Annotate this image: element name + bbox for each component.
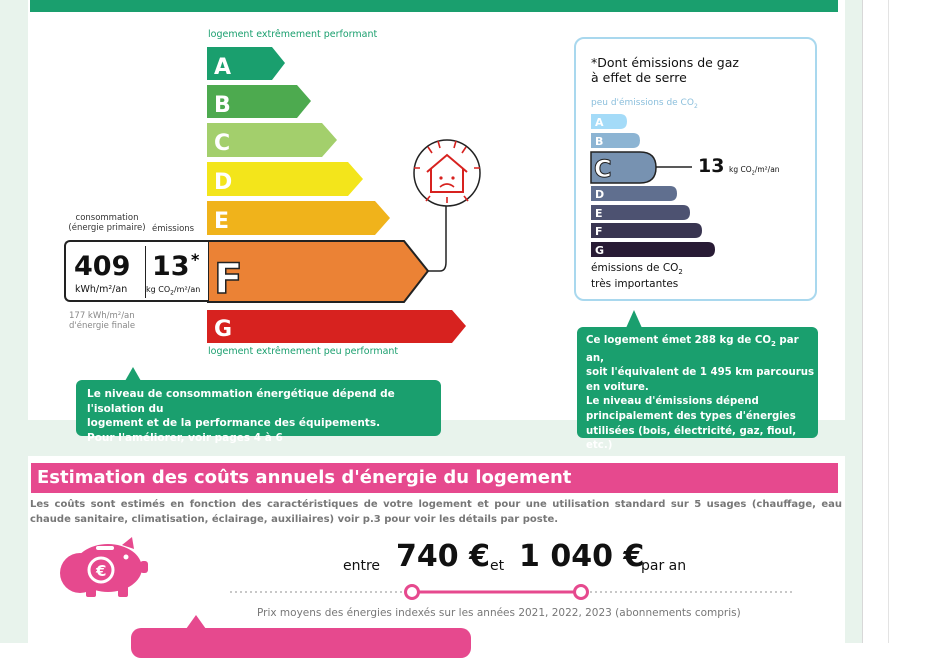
range-low-marker [406, 586, 419, 599]
ges-unit: kg $CO_2/m^2/an$ [729, 165, 780, 177]
dpe-letter-c: C [214, 131, 231, 156]
consumption-value: 409 [74, 251, 131, 282]
ges-letter-c: C [594, 155, 612, 183]
viewer-right-margin [862, 0, 939, 643]
ges-note: *Dont émissions de gaz à effet de serre [591, 55, 739, 85]
consumption-unit: kWh/m²/an [75, 284, 128, 295]
cost-range-scale [0, 580, 862, 604]
ges-bottom-label: émissions de $CO_2$ très importantes [591, 262, 683, 291]
dpe-letter-e: E [214, 209, 230, 234]
emissions-unit: kg $CO_2/m^2/an$ [146, 285, 201, 297]
cost-and-label: et [490, 558, 505, 574]
section-title-costs: Estimation des coûts annuels d'énergie du logement [31, 463, 838, 493]
cost-between-label: entre [343, 558, 381, 574]
consumption-label: consommation (énergie primaire) [68, 213, 146, 233]
costs-callout-box [131, 628, 471, 658]
dpe-letter-a: A [214, 55, 232, 80]
cost-per-year-label: par an [641, 558, 687, 574]
ges-letter-f: F [595, 225, 603, 238]
dpe-bottom-label: logement extrêmement peu performant [208, 346, 399, 357]
viewer-divider [888, 0, 889, 643]
ges-letter-g: G [595, 244, 605, 257]
callout-energy-info: Le niveau de consommation énergétique dépend de l'isolation du logement et de la performance des équipements. Pour l'améliorer, voir pages 4 à 6 [76, 380, 441, 436]
ges-letter-a: A [595, 116, 604, 129]
svg-text:€: € [96, 562, 107, 580]
emissions-value: 13 [152, 251, 190, 282]
emissions-star: * [191, 250, 200, 269]
dpe-top-label: logement extrêmement performant [208, 29, 378, 40]
prices-note: Prix moyens des énergies indexés sur les années 2021, 2022, 2023 (abonnements compris) [257, 607, 741, 619]
cost-low-value: 740 € [396, 539, 490, 574]
ges-value: 13 [698, 155, 725, 177]
callout-emissions-info: Ce logement émet 288 kg de $CO_2$ par an, soit l'équivalent de 1 495 km parcourus en voiture. Le niveau d'émissions dépend principalement des types d'énergies utilisées (bois, électricité, gaz, fioul, etc.) [577, 327, 818, 438]
ges-letter-d: D [595, 188, 605, 201]
emissions-label: émissions [152, 224, 195, 234]
costs-callout-pointer [0, 612, 300, 632]
ges-letter-e: E [595, 207, 603, 220]
cost-high-value: 1 040 € [519, 539, 645, 574]
dpe-letter-d: D [214, 170, 233, 195]
dpe-letter-f: F [214, 254, 243, 303]
dpe-letter-g: G [214, 317, 233, 342]
dpe-letter-b: B [214, 93, 231, 118]
costs-description: Les coûts sont estimés en fonction des caractéristiques de votre logement et pour une utilisation standard sur 5 usages (chauffage, eau chaude sanitaire, climatisation, éclairage, auxiliaires) voir p.3 pour voir les détails par poste. [30, 499, 842, 525]
range-high-marker [575, 586, 588, 599]
final-energy-label: 177 kWh/m²/an d'énergie finale [69, 311, 136, 331]
ges-letter-b: B [595, 135, 604, 148]
ges-top-label: peu d'émissions de $CO_2$ [591, 98, 698, 110]
